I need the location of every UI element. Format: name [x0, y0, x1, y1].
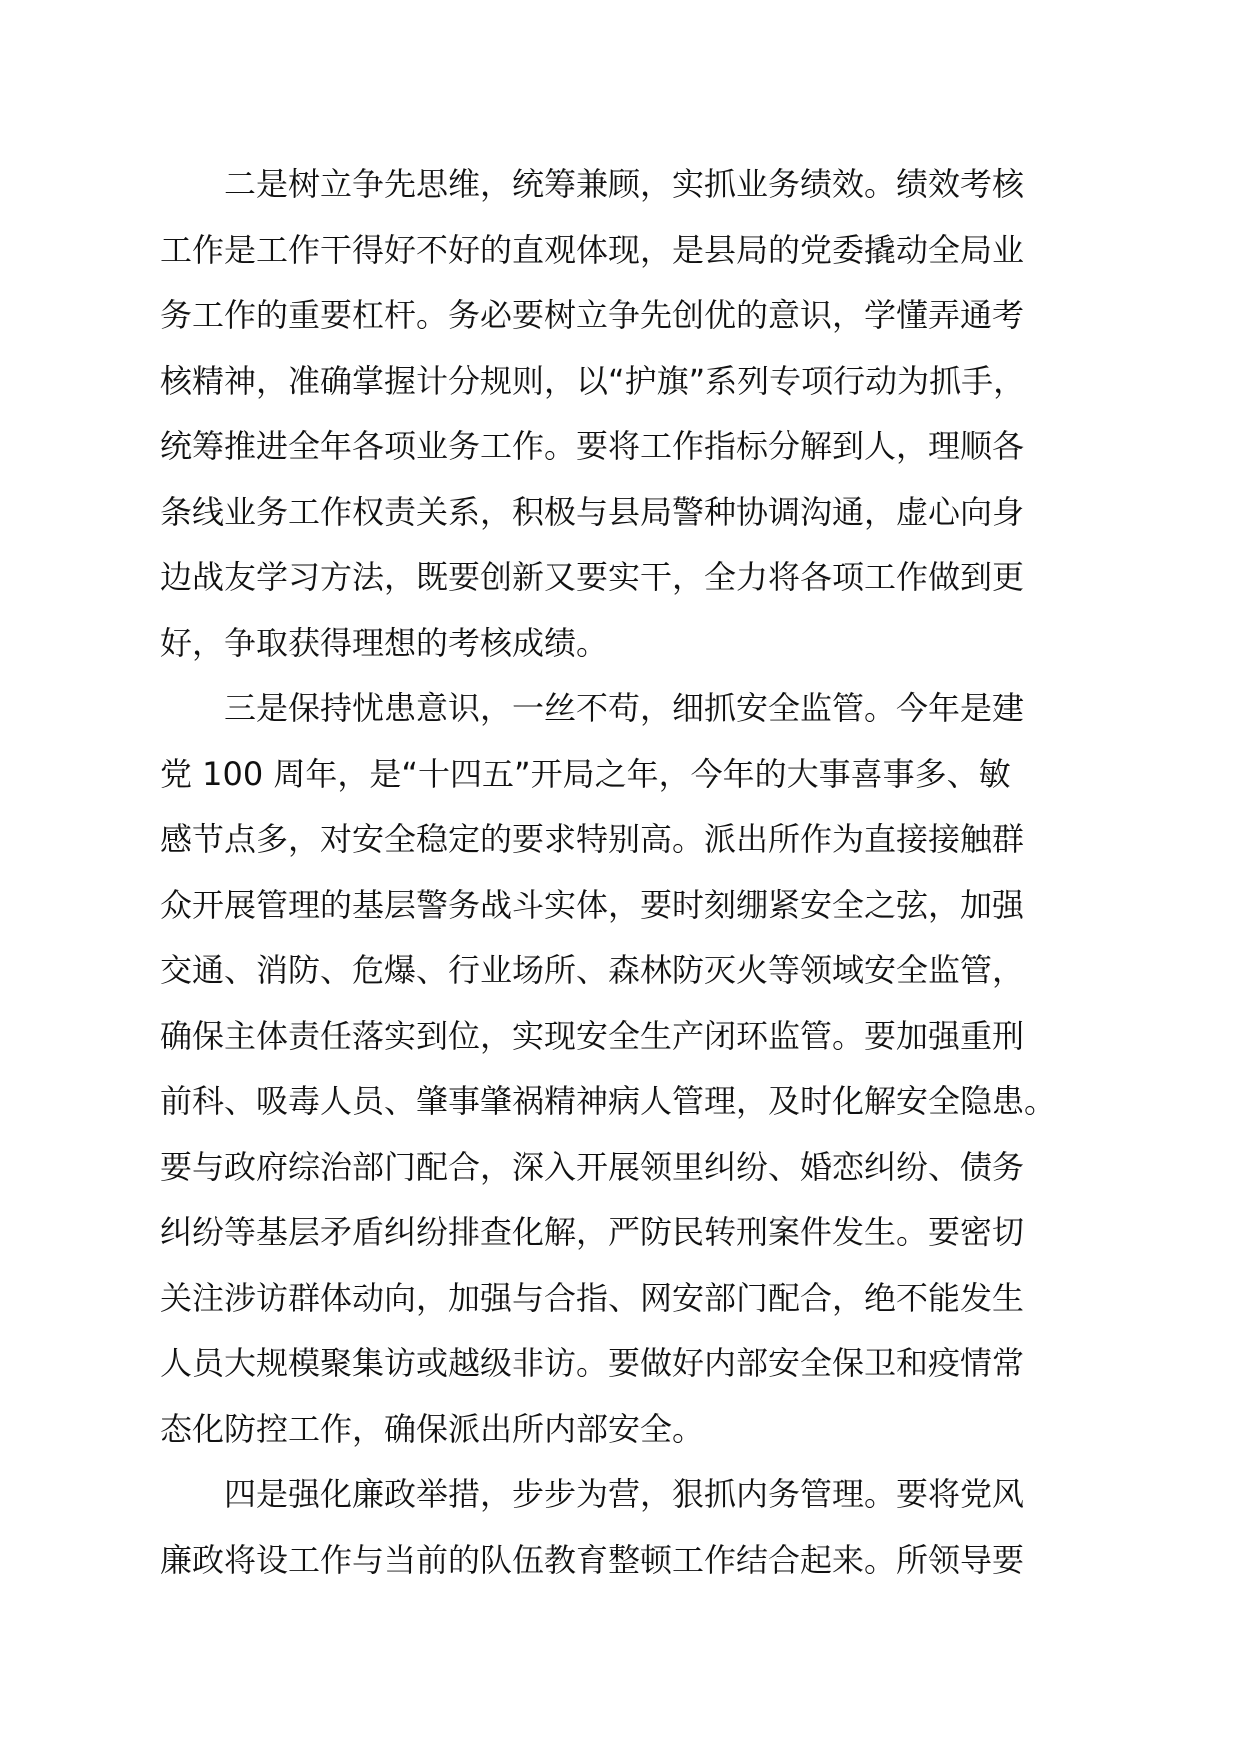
paragraph-line: 好，争取获得理想的考核成绩。: [160, 623, 609, 662]
paragraph-line: 核精神，准确掌握计分规则，以“护旗”系列专项行动为抓手，: [160, 361, 1026, 400]
paragraph-line: 三是保持忧患意识，一丝不苟，细抓安全监管。今年是建: [224, 689, 1025, 727]
paragraph-line: 二是树立争先思维，统筹兼顾，实抓业务绩效。绩效考核: [224, 165, 1025, 203]
paragraph-line: 条线业务工作权责关系，积极与县局警种协调沟通，虚心向身: [160, 492, 1025, 531]
paragraph-line: 态化防控工作，确保派出所内部安全。: [160, 1409, 705, 1448]
paragraph-line: 交通、消防、危爆、行业场所、森林防灭火等领域安全监管，: [160, 951, 1025, 989]
paragraph-line: 人员大规模聚集访或越级非访。要做好内部安全保卫和疫情常: [160, 1344, 1025, 1382]
paragraph-line: 前科、吸毒人员、肇事肇祸精神病人管理，及时化解安全隐患。: [160, 1082, 1057, 1120]
paragraph-line: 确保主体责任落实到位，实现安全生产闭环监管。要加强重刑: [160, 1016, 1025, 1055]
paragraph-line: 关注涉访群体动向，加强与合指、网安部门配合，绝不能发生: [160, 1278, 1025, 1317]
paragraph-line: 感节点多，对安全稳定的要求特别高。派出所作为直接接触群: [160, 820, 1025, 858]
document-body: [160, 152, 1100, 1593]
paragraph-line: 统筹推进全年各项业务工作。要将工作指标分解到人，理顺各: [160, 427, 1025, 465]
paragraph-safety: [160, 676, 1100, 1462]
paragraph-line: 党 100 周年，是“十四五”开局之年，今年的大事喜事多、敏: [160, 754, 1011, 793]
paragraph-line: 工作是工作干得好不好的直观体现，是县局的党委撬动全局业: [160, 230, 1025, 269]
paragraph-line: 务工作的重要杠杆。务必要树立争先创优的意识，学懂弄通考: [160, 296, 1025, 334]
paragraph-line: 纠纷等基层矛盾纠纷排查化解，严防民转刑案件发生。要密切: [160, 1213, 1025, 1251]
paragraph-integrity: [160, 1462, 1100, 1593]
paragraph-line: 众开展管理的基层警务战斗实体，要时刻绷紧安全之弦，加强: [160, 885, 1025, 924]
paragraph-performance: [160, 152, 1100, 676]
paragraph-line: 要与政府综治部门配合，深入开展领里纠纷、婚恋纠纷、债务: [160, 1147, 1025, 1186]
paragraph-line: 四是强化廉政举措，步步为营，狠抓内务管理。要将党风: [224, 1475, 1025, 1513]
paragraph-line: 边战友学习方法，既要创新又要实干，全力将各项工作做到更: [160, 558, 1025, 596]
paragraph-line: 廉政将设工作与当前的队伍教育整顿工作结合起来。所领导要: [160, 1540, 1025, 1579]
